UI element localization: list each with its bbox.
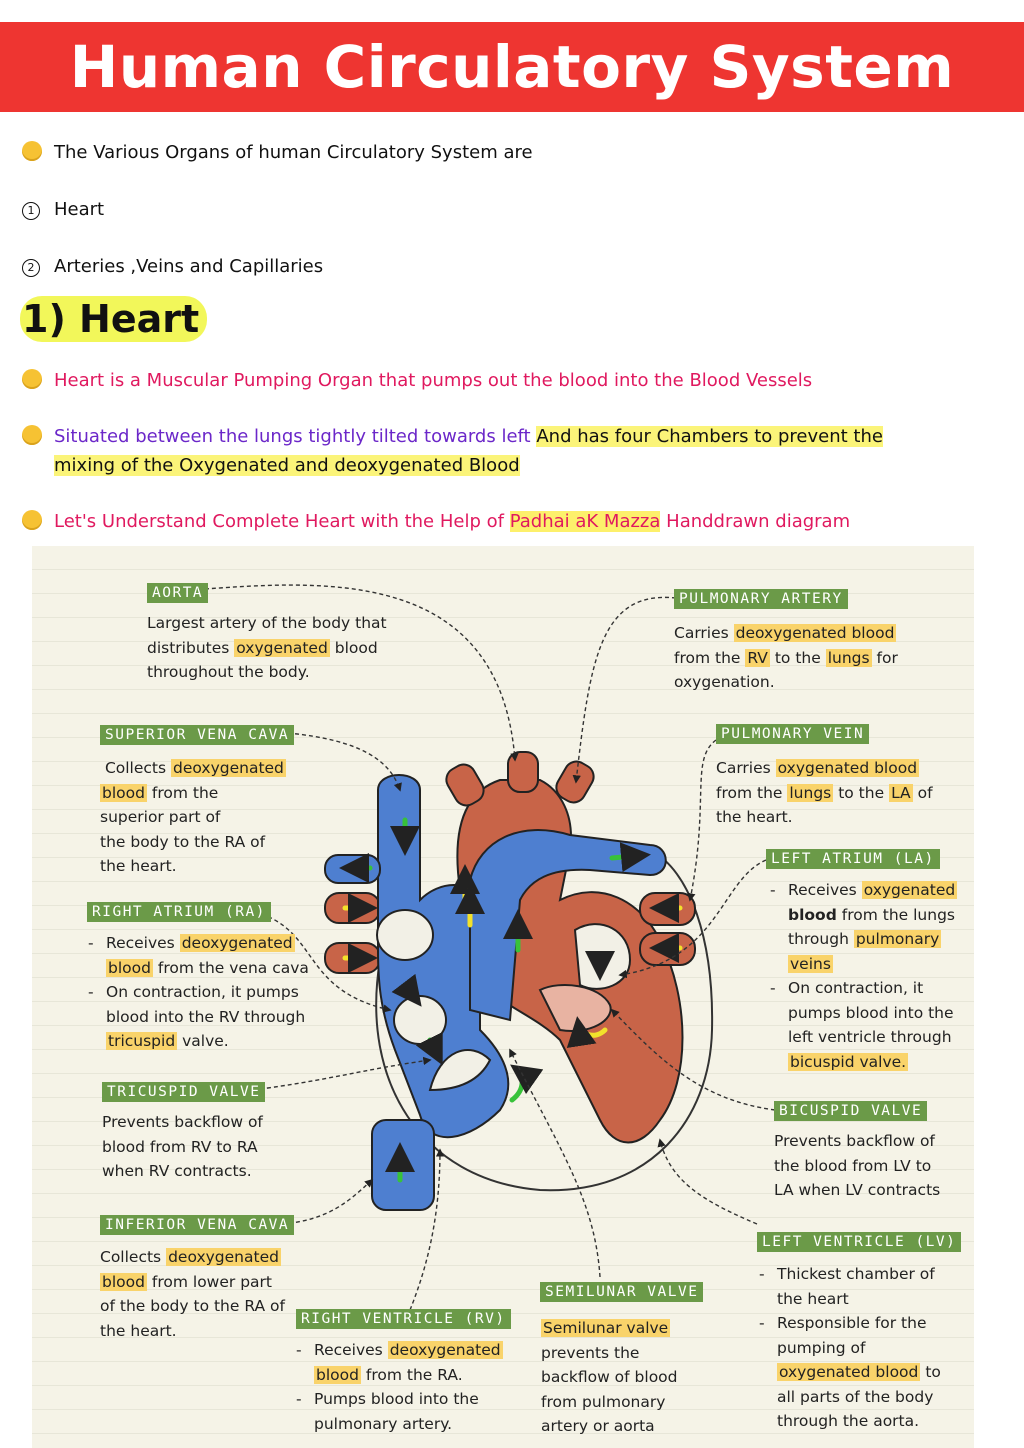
semilunar-line-3: backflow of blood <box>541 1368 678 1386</box>
pv-highlight: oxygenated blood <box>777 759 918 777</box>
la-text: Receives <box>788 881 857 899</box>
ra-highlight: deoxygenated <box>181 934 293 952</box>
ra-text: from the vena cava <box>157 958 309 977</box>
rv-point-1 <box>292 1338 512 1387</box>
point-3-text-b: Handdrawn diagram <box>666 511 851 532</box>
point-2-text-c: mixing of the Oxygenated and deoxygenated Blood <box>54 455 520 476</box>
label-pulmonary-artery: PULMONARY ARTERY <box>674 589 848 609</box>
label-right-ventricle: RIGHT VENTRICLE (RV) <box>296 1309 511 1329</box>
number-two-icon: 2 <box>22 259 40 277</box>
pv-text: to the <box>838 783 885 802</box>
la-bold: blood <box>788 905 837 924</box>
label-right-atrium: RIGHT ATRIUM (RA) <box>87 902 271 922</box>
ra-highlight: blood <box>108 958 151 977</box>
la-text: pumps blood into the <box>788 1003 954 1022</box>
rv-highlight: blood <box>316 1365 359 1384</box>
aorta-line-2 <box>147 636 407 661</box>
lv-point-1 <box>755 1262 965 1311</box>
pa-highlight: lungs <box>827 648 870 667</box>
point-1-text: Heart is a Muscular Pumping Organ that pumps out the blood into the Blood Vessels <box>54 370 813 391</box>
ivc-highlight: deoxygenated <box>168 1248 279 1266</box>
ivc-text: from lower part <box>151 1272 272 1291</box>
lv-highlight: oxygenated blood <box>779 1363 919 1381</box>
intro-text: The Various Organs of human Circulatory System are <box>54 142 533 163</box>
pv-line-2 <box>716 781 956 806</box>
number-one-icon: 1 <box>22 202 40 220</box>
semilunar-line-2: prevents the <box>541 1343 640 1362</box>
aorta-line-3: throughout the body. <box>147 663 310 681</box>
la-highlight: bicuspid valve. <box>790 1052 907 1071</box>
svc-text: Collects <box>104 759 167 777</box>
lv-text: pumping of <box>777 1338 866 1357</box>
pv-highlight: LA <box>891 783 911 802</box>
la-highlight: veins <box>790 954 831 973</box>
semilunar-line-5: artery or aorta <box>541 1417 655 1435</box>
text-bicuspid-valve <box>774 1129 974 1203</box>
page-title: Human Circulatory System <box>69 33 955 101</box>
pa-text: Carries <box>674 624 729 642</box>
rv-text: Pumps blood into the <box>314 1390 479 1408</box>
la-highlight: oxygenated <box>863 881 956 899</box>
ivc-line-3: of the body to the RA of <box>100 1297 285 1315</box>
aorta-line-1: Largest artery of the body that <box>147 614 387 632</box>
la-text: left ventricle through <box>788 1028 952 1046</box>
pa-text: from the <box>674 648 741 667</box>
label-left-atrium: LEFT ATRIUM (LA) <box>766 849 940 869</box>
point-3-text-a: Let's Understand Complete Heart with the Help of <box>54 511 504 532</box>
aorta-text: distributes <box>147 638 230 657</box>
pa-highlight: RV <box>747 648 768 667</box>
text-semilunar-valve <box>541 1316 741 1439</box>
bicuspid-line-3: LA when LV contracts <box>774 1181 941 1199</box>
pv-line-3: the heart. <box>716 808 793 826</box>
svc-line-4: the body to the RA of <box>100 832 266 851</box>
ivc-highlight: blood <box>102 1272 145 1291</box>
rv-text: from the RA. <box>365 1365 463 1384</box>
la-point-1 <box>766 878 966 976</box>
text-tricuspid-valve <box>102 1110 302 1184</box>
semilunar-line-1 <box>541 1316 741 1341</box>
pa-line-3: oxygenation. <box>674 673 775 691</box>
ivc-line-4: the heart. <box>100 1321 177 1340</box>
label-superior-vena-cava: SUPERIOR VENA CAVA <box>100 725 294 745</box>
text-inferior-vena-cava <box>100 1245 300 1343</box>
ra-text: On contraction, it pumps <box>106 983 299 1001</box>
ivc-text: Collects <box>100 1248 162 1266</box>
label-semilunar-valve: SEMILUNAR VALVE <box>540 1282 703 1302</box>
point-2-text-a: Situated between the lungs tightly tilted towards left <box>54 426 531 447</box>
ra-text: Receives <box>106 934 175 952</box>
text-right-atrium <box>84 931 314 1054</box>
lv-text: Thickest chamber of <box>777 1265 935 1283</box>
ra-highlight: tricuspid <box>108 1032 176 1050</box>
text-pulmonary-artery <box>674 621 954 695</box>
rv-highlight: deoxygenated <box>389 1341 501 1359</box>
point-2-text-b: And has four Chambers to prevent the <box>536 426 883 447</box>
ra-text: valve. <box>182 1032 229 1050</box>
text-superior-vena-cava <box>100 756 320 879</box>
lv-point-2 <box>755 1311 965 1434</box>
la-highlight: pulmonary <box>855 930 940 948</box>
ivc-line-1 <box>100 1245 300 1270</box>
text-pulmonary-vein <box>716 756 956 830</box>
ra-point-2 <box>84 980 314 1054</box>
pv-text: from the <box>716 783 783 802</box>
pa-text: to the <box>774 648 821 667</box>
label-tricuspid-valve: TRICUSPID VALVE <box>102 1082 265 1102</box>
aorta-text: blood <box>334 638 378 657</box>
label-left-ventricle: LEFT VENTRICLE (LV) <box>757 1232 961 1252</box>
lv-text: through the aorta. <box>777 1412 920 1430</box>
organ-item-label: Heart <box>54 199 105 220</box>
lv-text: to <box>925 1363 941 1381</box>
aorta-highlight: oxygenated <box>236 638 328 657</box>
pv-text: of <box>917 783 933 802</box>
rv-text: Receives <box>314 1341 383 1359</box>
svc-text: from the <box>151 783 219 802</box>
bicuspid-line-2: the blood from LV to <box>774 1156 932 1175</box>
svc-line-1 <box>100 756 320 781</box>
tricuspid-line-2: blood from RV to RA <box>102 1137 258 1156</box>
rv-point-2 <box>292 1387 512 1436</box>
bicuspid-line-1: Prevents backflow of <box>774 1132 935 1150</box>
la-text: through <box>788 930 849 948</box>
lv-text: all parts of the body <box>777 1387 934 1406</box>
lv-text: the heart <box>777 1289 849 1308</box>
brand-name: Padhai aK Mazza <box>509 511 661 532</box>
pv-text: Carries <box>716 759 771 777</box>
svc-line-2 <box>100 781 320 806</box>
ra-point-1 <box>84 931 314 980</box>
svc-highlight: blood <box>102 783 145 802</box>
text-right-ventricle <box>292 1338 512 1436</box>
text-aorta <box>147 611 407 685</box>
tricuspid-line-1: Prevents backflow of <box>102 1113 263 1131</box>
svc-line-5: the heart. <box>100 857 177 875</box>
lv-text: Responsible for the <box>777 1314 927 1332</box>
label-bicuspid-valve: BICUSPID VALVE <box>774 1101 927 1121</box>
label-aorta: AORTA <box>147 583 208 603</box>
la-point-2 <box>766 976 966 1074</box>
tricuspid-line-3: when RV contracts. <box>102 1162 252 1180</box>
pv-line-1 <box>716 756 956 781</box>
semilunar-highlight: Semilunar valve <box>543 1319 669 1337</box>
pa-highlight: deoxygenated blood <box>735 624 895 642</box>
text-left-atrium <box>766 878 966 1074</box>
la-text: from the lungs <box>841 905 955 924</box>
ivc-line-2 <box>100 1270 300 1295</box>
rv-text: pulmonary artery. <box>314 1414 453 1433</box>
section-heading: 1) Heart <box>20 296 207 342</box>
pv-highlight: lungs <box>789 783 832 802</box>
la-text: On contraction, it <box>788 979 924 997</box>
organ-item-label: Arteries ,Veins and Capillaries <box>54 256 324 277</box>
semilunar-line-4: from pulmonary <box>541 1392 666 1411</box>
pa-line-2 <box>674 646 954 671</box>
svc-highlight: deoxygenated <box>173 759 284 777</box>
svc-line-3: superior part of <box>100 808 221 826</box>
label-inferior-vena-cava: INFERIOR VENA CAVA <box>100 1215 294 1235</box>
pa-line-1 <box>674 621 954 646</box>
text-left-ventricle <box>755 1262 965 1434</box>
ra-text: blood into the RV through <box>106 1007 306 1026</box>
label-pulmonary-vein: PULMONARY VEIN <box>716 724 869 744</box>
pa-text: for <box>876 648 898 667</box>
